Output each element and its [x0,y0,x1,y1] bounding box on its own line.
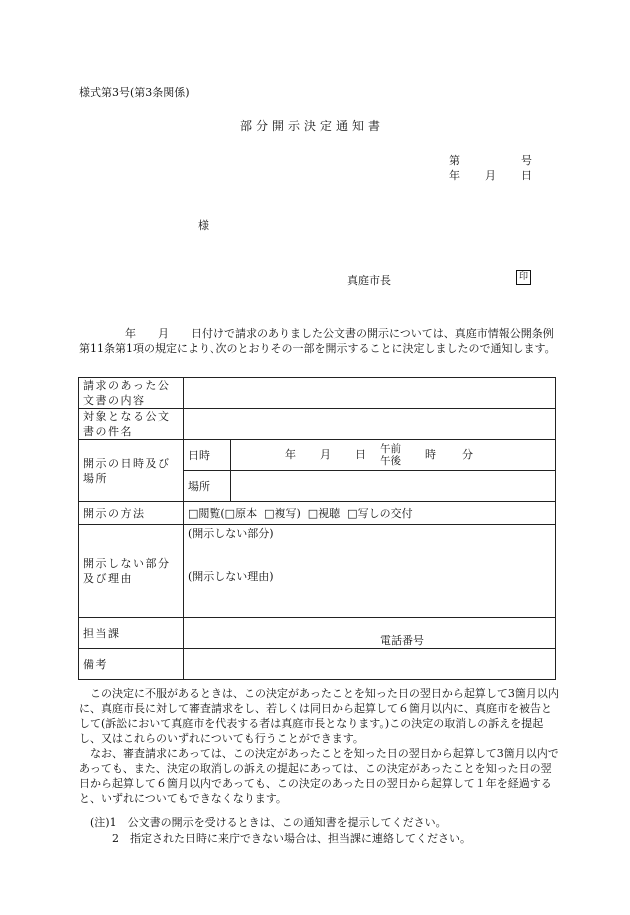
method-options [184,502,556,525]
table-row [79,378,556,409]
undisclosed-part-label: (開示しない部分) [188,527,274,540]
am-label: 午前 [380,443,401,455]
table-row [79,618,556,649]
table-row [79,525,556,618]
document-subject-value [184,409,556,440]
sender-name: 真庭市長 [347,274,391,287]
date-day-label: 日 [521,169,532,182]
dt-day: 日 [355,448,366,461]
am-pm-selector [380,443,401,467]
table-row [79,440,556,471]
intro-text: 日付けで請求のありました公文書の開示については、真庭市情報公開条例第11条第1項の規定により､次のとおりその一部を開示することに決定しましたので通知します。 [79,327,556,355]
addressee-honorific: 様 [198,219,209,232]
dt-minute: 分 [462,448,473,461]
method-view-original: □閲覧(□原本 [188,507,258,520]
notes-section [79,686,559,806]
seal-stamp: 印 [516,270,531,285]
disclosure-datetime-place-label: 開示の日時及び場所 [79,440,184,502]
note-paragraph-2: なお、審査請求にあっては、この決定があったことを知った日の翌日から起算して3箇月以内であっても、また、決定の取消しの訴えの提起にあっては、この決定があったことを知った日の翌日から起算して６箇月以内であっても、この決定のあった日の翌日から起算して１年を経過すると、いずれについてもできなくなります。 [79,747,559,805]
datetime-value [231,440,556,471]
remarks-value [184,649,556,680]
document-subject-label: 対象となる公文書の件名 [79,409,184,440]
pm-label: 午後 [380,455,401,467]
intro-paragraph [79,326,559,356]
document-number-prefix: 第 [449,154,460,167]
place-value [231,471,556,502]
request-content-value [184,378,556,409]
remarks-label: 備考 [79,649,184,680]
department-value [184,618,556,649]
undisclosed-reason-label: (開示しない理由) [188,570,274,583]
department-label: 担当課 [79,618,184,649]
phone-label: 電話番号 [380,634,424,647]
dt-hour: 時 [425,448,436,461]
date-year-label: 年 [449,169,460,182]
undisclosed-value [184,525,556,618]
dt-month: 月 [320,448,331,461]
method-copy-delivery: □写しの交付 [347,507,413,520]
footnote-1: (注)1 公文書の開示を受けるときは、この通知書を提示してください。 [90,816,447,829]
table-row [79,409,556,440]
method-audiovisual: □視聴 [307,507,341,520]
intro-month: 月 [158,327,169,340]
request-content-label: 請求のあった公文書の内容 [79,378,184,409]
place-label: 場所 [184,471,231,502]
method-copy: □複写) [264,507,301,520]
footnote-2: 2 指定された日時に来庁できない場合は、担当課に連絡してください。 [112,832,471,845]
undisclosed-label: 開示しない部分及び理由 [79,525,184,618]
document-title: 部分開示決定通知書 [240,119,385,133]
intro-year: 年 [125,327,136,340]
datetime-label: 日時 [184,440,231,471]
disclosure-table [78,377,556,680]
form-number-label: 様式第3号(第3条関係) [79,86,190,99]
document-number-suffix: 号 [521,154,532,167]
note-paragraph-1: この決定に不服があるときは、この決定があったことを知った日の翌日から起算して3箇月以内に、真庭市長に対して審査請求をし、若しくは同日から起算して６箇月以内に、真庭市を被告として(訴訟において真庭市を代表する者は真庭市長となります。)この決定の取消しの訴えを提起し、又はこれらのいずれについても行うことができます。 [79,687,559,745]
method-label: 開示の方法 [79,502,184,525]
table-row [79,649,556,680]
date-month-label: 月 [485,169,496,182]
table-row [79,502,556,525]
dt-year: 年 [285,448,296,461]
